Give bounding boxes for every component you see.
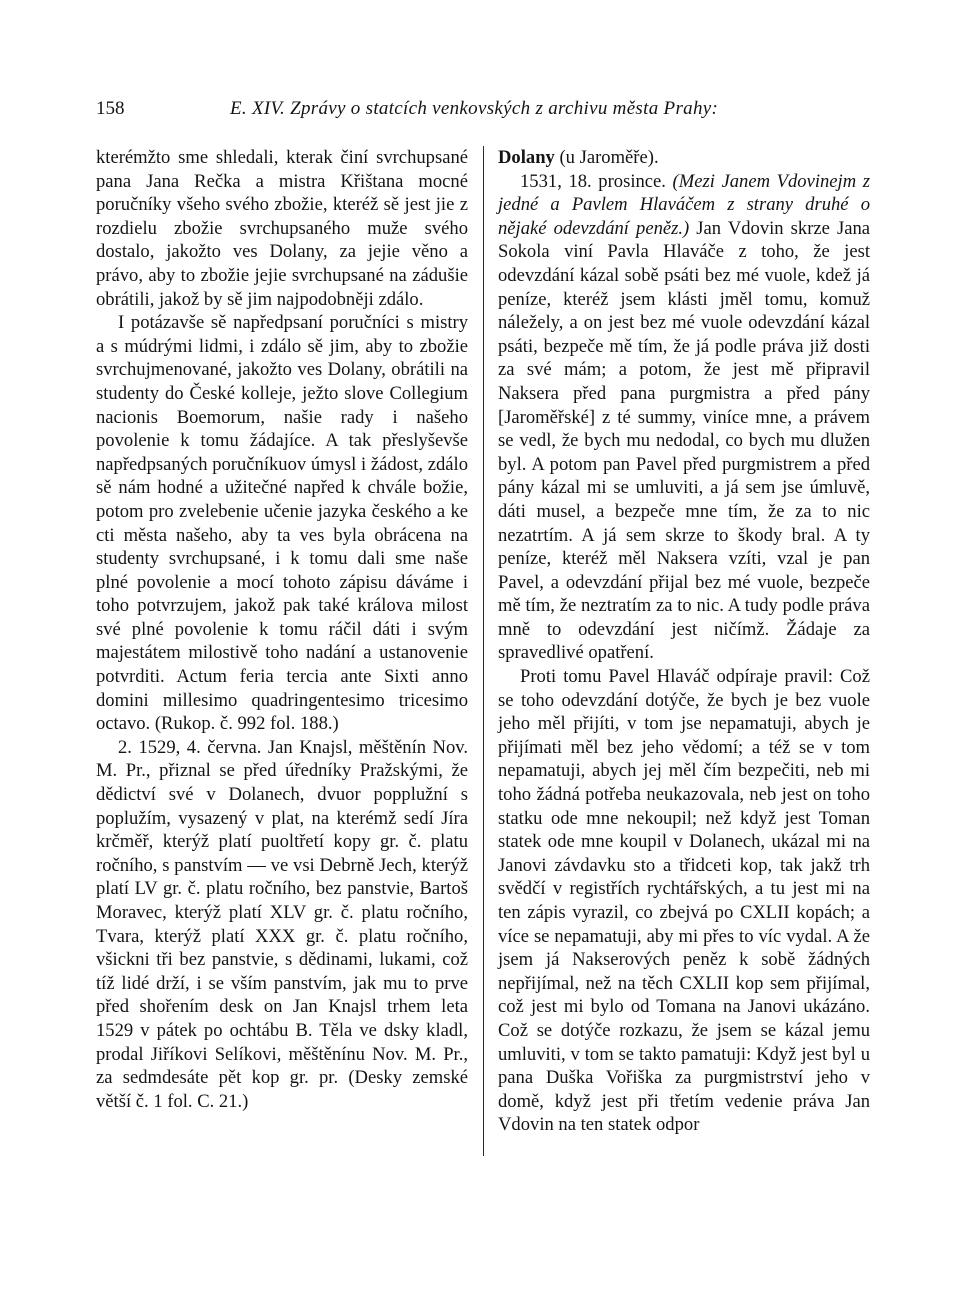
entry-date: 1531, 18. prosince. [520,170,673,192]
right-column [498,146,870,1137]
paragraph [498,170,870,665]
paragraph: kterémžto sme shledali, kterak činí svrchupsané pana Jana Rečka a mistra Křištana mocné poručníky všeho svého zbožie, kteréž sě jest jie z rozdielu zbožie svrchupsaného muže svého dostalo, jakožto ves Dolany, za jejie věno a právo, aby to zbožie jejie svrchupsané na zádušie obrátili, jakož by sě jim najpodobněji zdálo. [96,147,468,310]
running-head: E. XIV. Zprávy o statcích venkovských z archivu města Prahy: [230,98,719,119]
place-location: (u Jaroměře). [554,147,659,168]
place-name: Dolany [498,147,555,168]
page-number: 158 [96,98,125,119]
paragraph: I potázavše sě napředpsaní poručníci s mistry a s múdrými lidmi, i zdálo sě jim, aby to zbožie svrchujmenované, jakožto ves Dolany, obrátili na studenty do České kolleje, ježto slove Collegium nacionis Boemorum, našie rady i našeho povolenie k tomu žádajíce. A tak přeslyševše napředpsaných poručníkuov úmysl i žádost, zdálo sě nám hodné a užitečné napřed k chvále božie, potom pro zvelebenie učenie jazyka českého a ke cti města našeho, aby ta ves byla obrácena na studenty svrchupsané, i k tomu dali sme naše plné povolenie a mocí tohoto zápisu dáváme i toho potvrzujem, jakož pak také králova milost své plné povolenie k tomu ráčil dáti i svým majestátem milostivě toho nadání a ustanovenie potvrditi. Actum feria tercia ante Sixti anno domini millesimo quadringentesimo tricesimo octavo. (Rukop. č. 992 fol. 188.) [96,312,468,735]
left-column [96,146,468,1113]
column-divider [483,146,484,1156]
entry-note: (Mezi Janem Vdovinejm z jedné a Pavlem Hlaváčem z strany druhé o nějaké odevzdání peněz.) [498,170,870,239]
entry-text: Jan Vdovin skrze Jana Sokola viní Pavla Hlaváče z toho, že jest odevzdání kázal sobě psáti bez mé vuole, kdež já peníze, kteréž jsem klásti jměl tomu, komuž náležely, a on jest bez mé vuole odevzdání kázal psáti, bezpeče mě tím, že já podle práva již dosti za své mám; a potom, že jest mě připravil Naksera před pana purgmistra a před pány [Jaroměřské] z té summy, viníce mne, a právem se vedl, že bych mu nedodal, co bych mu dlužen byl. A potom pan Pavel před purgmistrem a před pány kázal mi se umluviti, a já sem jse úmluvě, dáti musel, a bezpeče mne tím, že za to nic nezatrtím. A já sem skrze to škody bral. A ty peníze, kteréž měl Naksera vzíti, vzal je pan Pavel, a odevzdání přijal bez mé vuole, bezpeče mě tím, že neztratím za to nic. A tudy podle práva mně to odevzdání jest ničímž. Žádaje za spravedlivé opatření. [498,217,871,664]
paragraph: 2. 1529, 4. června. Jan Knajsl, měštěnín Nov. M. Pr., přiznal se před úředníky Pražskými, že dědictví své v Dolanech, dvuor popplužní s poplužím, vysazený v plat, na kterémž sedí Jíra krčměř, kterýž platí puoltřetí kopy gr. č. platu ročního, s panstvím — ve vsi Debrně Jech, kterýž platí LV gr. č. platu ročního, bez panstvie, Bartoš Moravec, kterýž platí XLV gr. č. platu ročního, Tvara, kterýž platí XXX gr. č. platu ročního, všickni tři bez panstvie, s dědinami, lukami, což tíž lidé drží, i se vším panstvím, jak mu to prve před shořením desk on Jan Knajsl trhem leta 1529 v pátek po ochtábu B. Těla ve dsky kladl, prodal Jiříkovi Selíkovi, měštěnínu Nov. M. Pr., za sedmdesáte pět kop gr. pr. (Desky zemské větší č. 1 fol. C. 21.) [96,736,468,1112]
page-header [96,98,864,126]
section-heading [498,146,870,170]
paragraph: Proti tomu Pavel Hlaváč odpíraje pravil: Což se toho odevzdání dotýče, že bych je bez vuole jeho měl přijíti, v tom jse nepamatuji, abych je přijímati měl bez jeho vědomí; a též se v tom nepamatuji, abych jej měl čím bezpečiti, neb mi toho žádná potřeba neukazovala, neb jest on toho statku ode mne nekoupil; než když jest Toman statek ode mne koupil v Dolanech, ukázal mi na Janovi závdavku sto a třidceti kop, tak jakž trh svědčí v registřích rychtářských, a tu jest mi na ten zápis vyrazil, co zbejvá po CXLII kopách; a více se nepamatuji, aby mi přes to víc vydal. A že jsem já Nakserových peněz k sobě žádných nepřijímal, než na těch CXLII kop sem přijímal, což jest mi bylo od Tomana na Janovi ukázáno. Což se dotýče rozkazu, že jsem se kázal jemu umluviti, v tom se takto pamatuji: Když jest byl u pana Duška Vořiška za purgmistrství jeho v domě, když jest při třetím vedenie práva Jan Vdovin na ten statek odpor [498,666,870,1136]
